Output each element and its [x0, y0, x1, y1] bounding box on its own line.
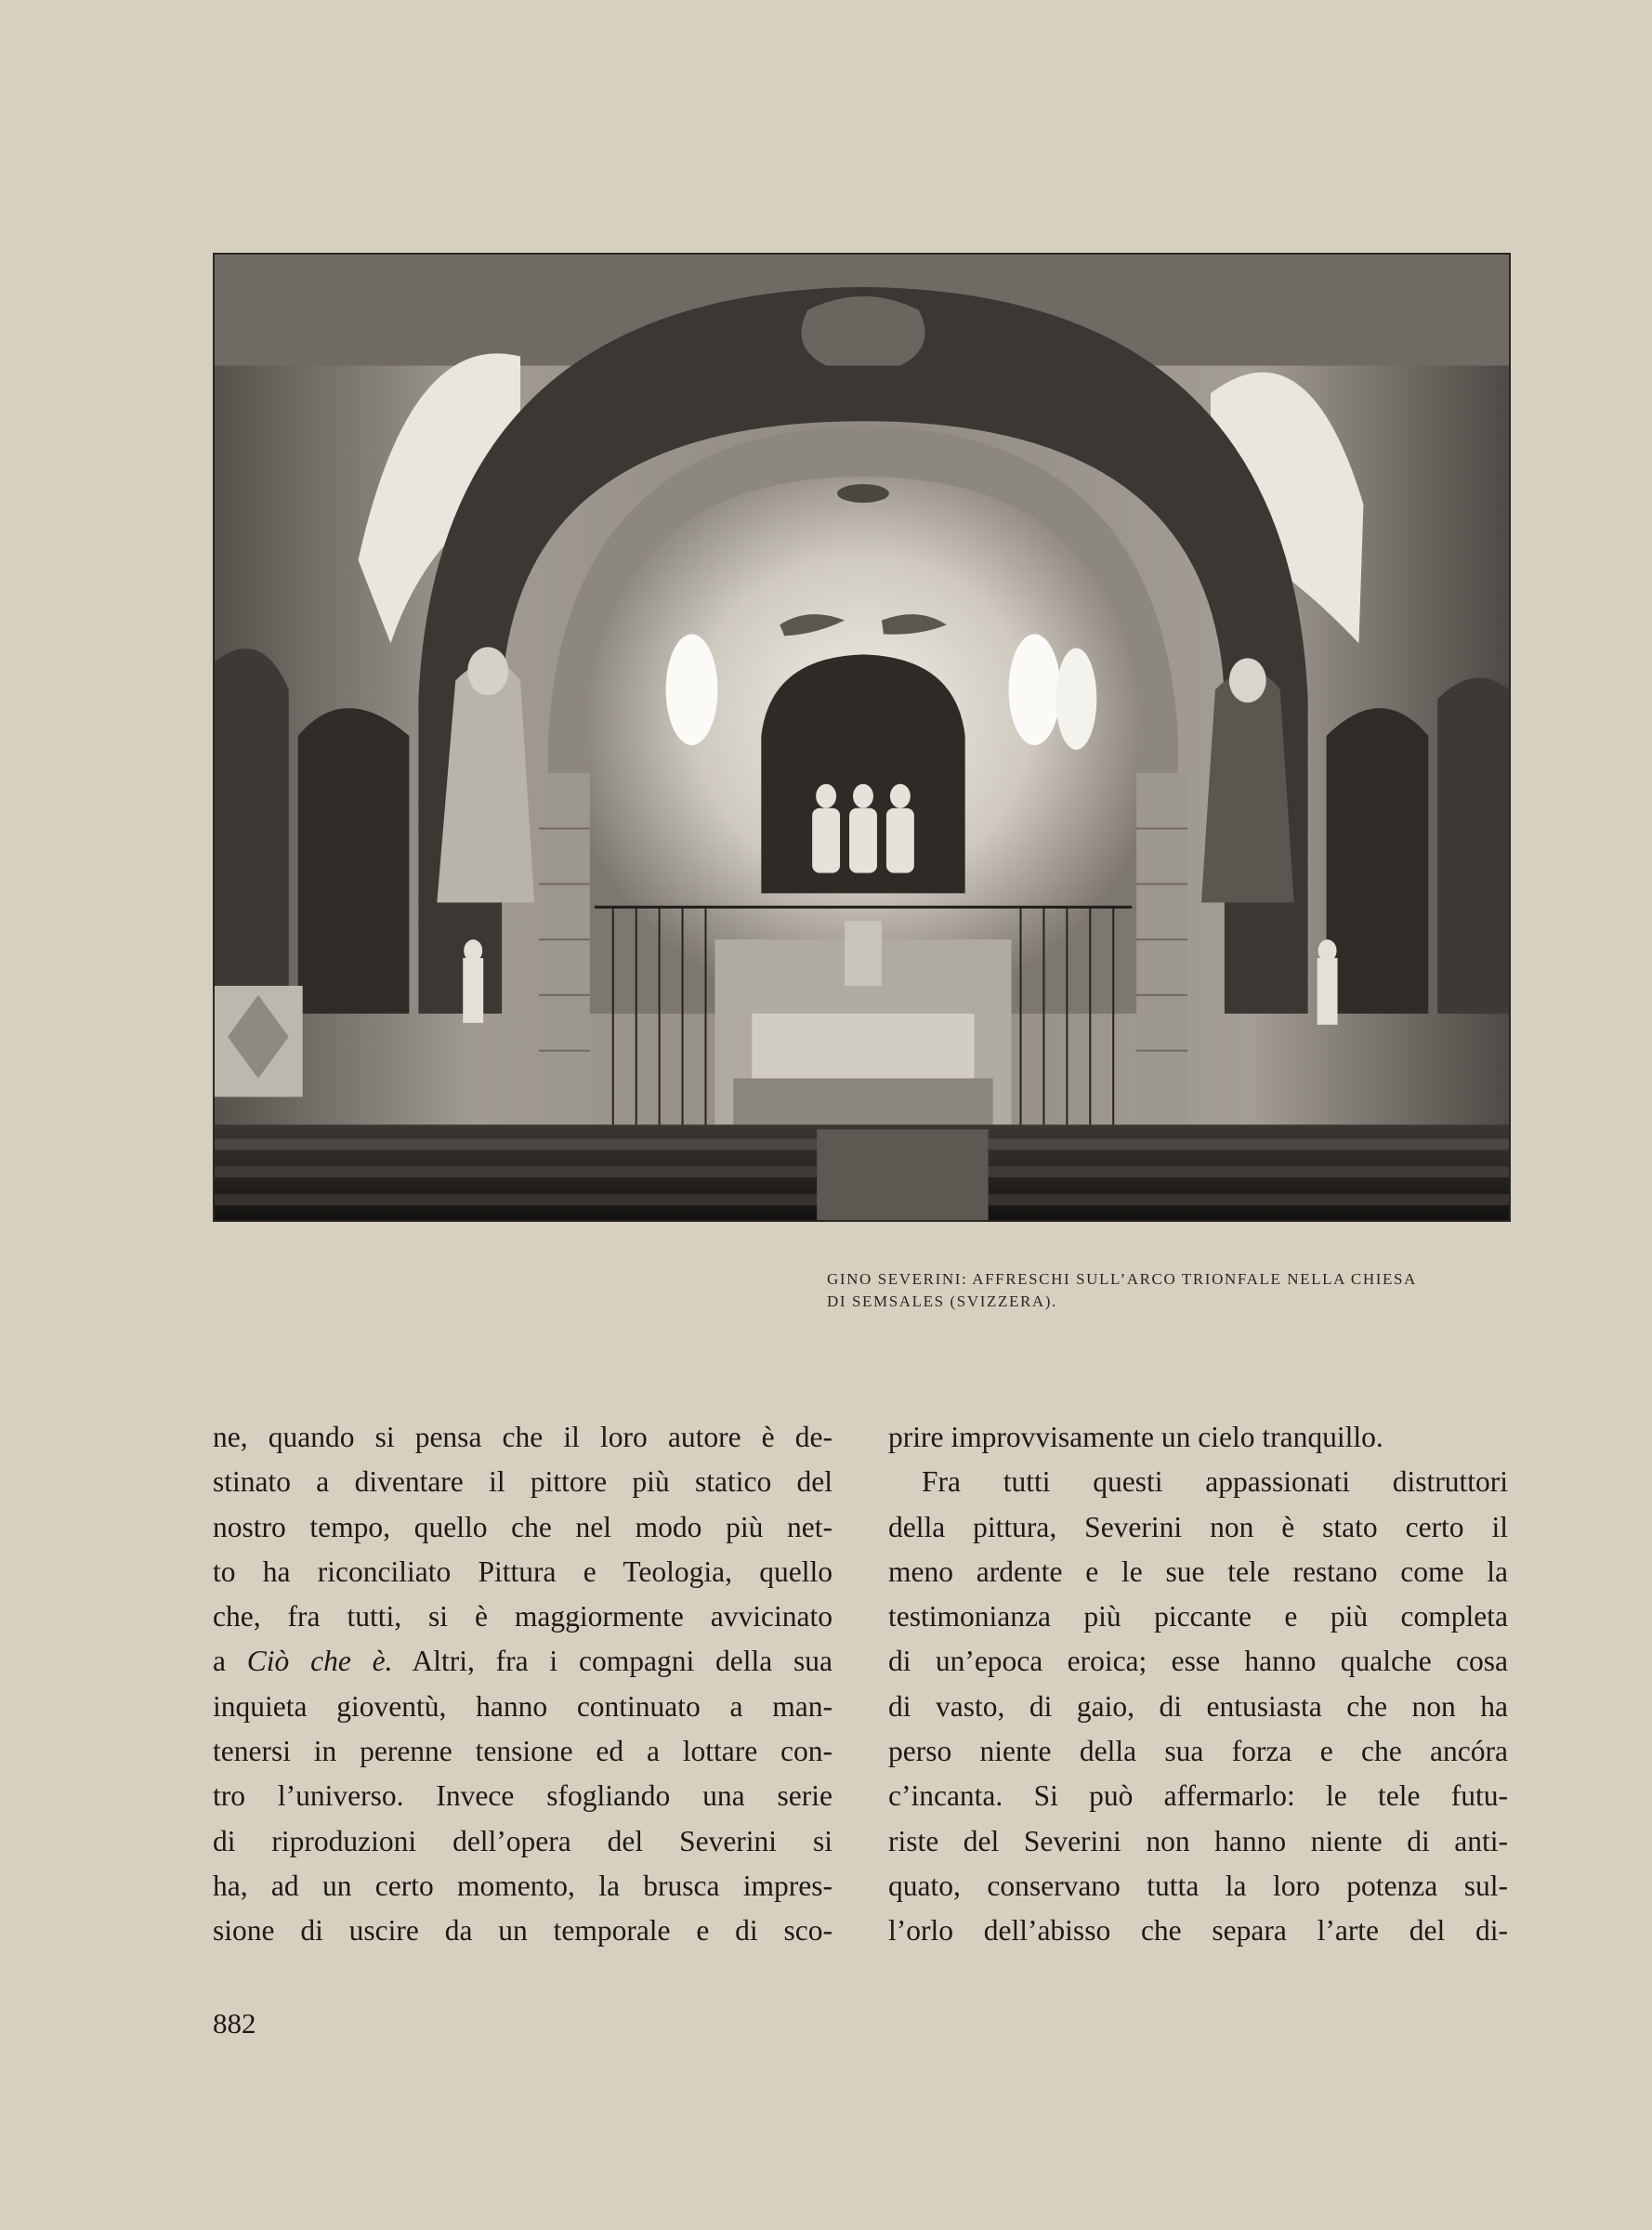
italic-phrase: Ciò che è. [246, 1645, 393, 1678]
body-line: meno ardente e le sue tele restano come la [888, 1554, 1508, 1588]
body-line: nostro tempo, quello che nel modo più net- [213, 1510, 833, 1543]
body-line: di riproduzioni dell’opera del Severini si [213, 1824, 833, 1857]
body-line: perso niente della sua forza e che ancóra [888, 1735, 1508, 1768]
church-interior-photo [213, 253, 1511, 1222]
body-line: quato, conservano tutta la loro potenza sul- [888, 1869, 1508, 1902]
text-column-right [888, 1415, 1508, 1954]
body-line: stinato a diventare il pittore più statico del [213, 1465, 833, 1499]
paragraph-first-line: Fra tutti questi appassionati distruttori [922, 1465, 1508, 1499]
line-suffix: Altri, fra i compagni della sua [392, 1645, 833, 1678]
caption-line-1: GINO SEVERINI: AFFRESCHI SULL’ARCO TRIONFALE NELLA CHIESA [827, 1270, 1417, 1288]
body-line: che, fra tutti, si è maggiormente avvicinato [213, 1600, 833, 1633]
body-line: di vasto, di gaio, di entusiasta che non ha [888, 1689, 1508, 1723]
body-line: ha, ad un certo momento, la brusca impres- [213, 1869, 833, 1902]
body-line: l’orlo dell’abisso che separa l’arte del di- [888, 1914, 1508, 1948]
body-line: tro l’universo. Invece sfogliando una serie [213, 1779, 833, 1813]
body-line: di un’epoca eroica; esse hanno qualche cosa [888, 1645, 1508, 1678]
body-line-with-italic [213, 1639, 833, 1684]
body-line: sione di uscire da un temporale e di sco- [213, 1914, 833, 1948]
church-interior-illustration [215, 255, 1509, 1220]
line-prefix: a [213, 1645, 247, 1678]
caption-line-2: DI SEMSALES (SVIZZERA). [827, 1292, 1057, 1310]
body-line: tenersi in perenne tensione ed a lottare con- [213, 1735, 833, 1768]
body-line: testimonianza più piccante e più completa [888, 1600, 1508, 1633]
body-line: ne, quando si pensa che il loro autore è de- [213, 1421, 833, 1453]
text-column-left [213, 1415, 833, 1954]
body-line: to ha riconciliato Pittura e Teologia, quello [213, 1554, 833, 1588]
page-number: 882 [213, 2007, 256, 2040]
figure-caption [827, 1268, 1496, 1313]
body-line: prire improvvisamente un cielo tranquillo. [888, 1421, 1383, 1453]
body-line: inquieta gioventù, hanno continuato a man- [213, 1689, 833, 1723]
body-line: della pittura, Severini non è stato certo il [888, 1510, 1508, 1543]
body-line: c’incanta. Si può affermarlo: le tele futu- [888, 1779, 1508, 1813]
body-line: riste del Severini non hanno niente di anti- [888, 1824, 1508, 1857]
